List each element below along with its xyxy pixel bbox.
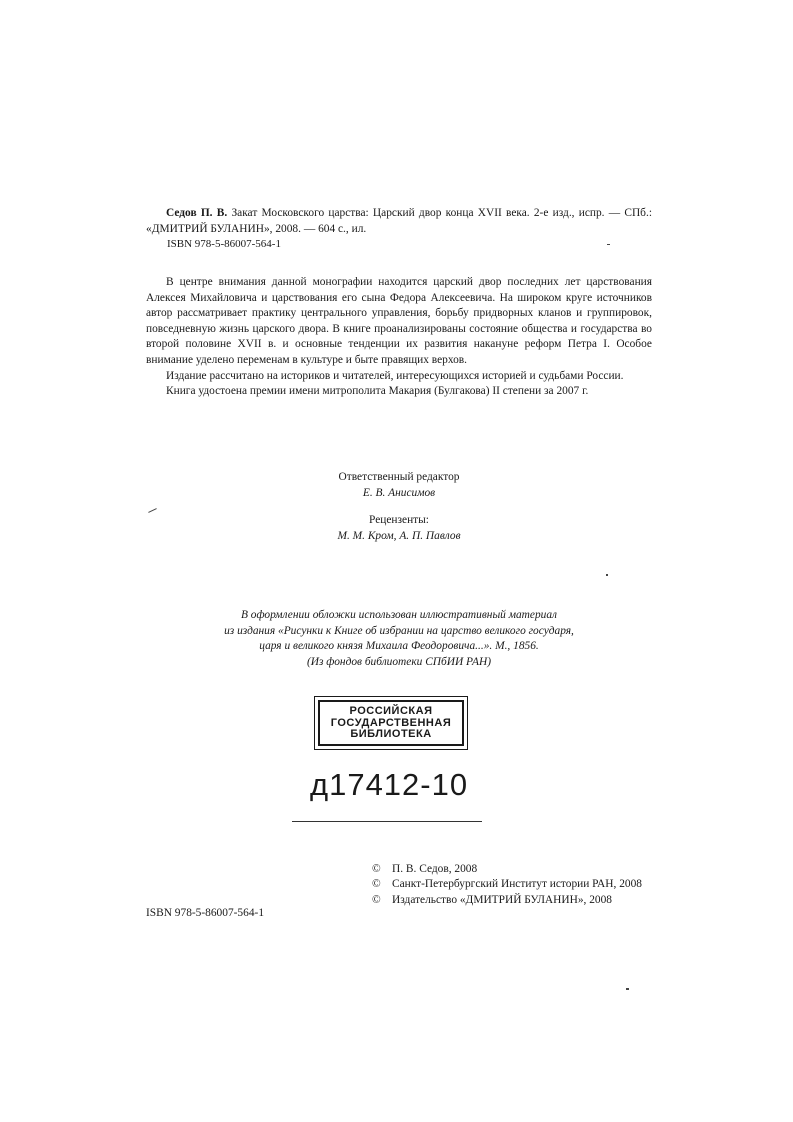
- isbn-bottom: ISBN 978-5-86007-564-1: [146, 907, 265, 919]
- editor-name: Е. В. Анисимов: [362, 486, 436, 499]
- scan-speck: [606, 574, 608, 576]
- cover-note-line: (Из фондов библиотеки СПбИИ РАН): [306, 655, 491, 668]
- scan-speck: [626, 988, 629, 990]
- copyright-block: [372, 862, 652, 908]
- cover-note-line: из издания «Рисунки к Книге об избрании на царство великого государя,: [224, 624, 574, 637]
- editor-label: Ответственный редактор: [338, 471, 460, 483]
- isbn-top: ISBN 978-5-86007-564-1: [167, 238, 281, 250]
- title-line: Закат Московского царства: Царский двор конца XVII века. 2-е изд., испр. — СПб.: «ДМИТРИЙ БУЛАНИН», 2008. — 604 с., ил.: [146, 207, 652, 235]
- reviewers-label: Рецензенты:: [369, 514, 429, 526]
- reviewers-names: М. М. Кром, А. П. Павлов: [337, 529, 461, 542]
- stamp-line: ГОСУДАРСТВЕННАЯ: [330, 716, 452, 729]
- copyright-entry: © П. В. Седов, 2008: [372, 862, 652, 877]
- author-name: Седов П. В.: [166, 207, 228, 219]
- cover-note-line: В оформлении обложки использован иллюстративный материал: [240, 609, 557, 621]
- library-stamp: [318, 700, 464, 746]
- editorial-credits: [146, 470, 652, 544]
- cover-note-line: царя и великого князя Михаила Феодоровича...». М., 1856.: [259, 640, 539, 652]
- bibliographic-record: [146, 205, 652, 237]
- scan-speck: [607, 244, 610, 245]
- stamp-line: РОССИЙСКАЯ: [349, 705, 433, 717]
- stamp-line: БИБЛИОТЕКА: [350, 728, 432, 740]
- copyright-icon: ©: [372, 893, 381, 906]
- copyright-entry: © Издательство «ДМИТРИЙ БУЛАНИН», 2008: [372, 893, 652, 908]
- abstract-paragraph: В центре внимания данной монографии находится царский двор последних лет царствования Алексея Михайловича и царствования его сына Федора Алексеевича. На широком круге источников автор рассматривает практику центрального управления, борьбу придворных кланов и группировок, повседневную жизнь царского двора. В книге проанализированы состояние общества и государства во второй половине XVII в. и основные тенденции их развития накануне реформ Петра I. Особое внимание уделено переменам в культуре и быте правящих верхов.: [146, 276, 652, 366]
- cover-illustration-note: [146, 608, 652, 670]
- catalog-number: д17412-10: [310, 767, 469, 802]
- abstract-paragraph: Книга удостоена премии имени митрополита Макария (Булгакова) II степени за 2007 г.: [166, 385, 589, 398]
- copyright-icon: ©: [372, 863, 381, 875]
- copyright-entry: © Санкт-Петербургский Институт истории РАН, 2008: [372, 877, 652, 892]
- abstract: [146, 275, 652, 400]
- abstract-paragraph: Издание рассчитано на историков и читателей, интересующихся историей и судьбами России.: [166, 369, 624, 382]
- copyright-icon: ©: [372, 878, 381, 891]
- divider-line: [292, 821, 482, 822]
